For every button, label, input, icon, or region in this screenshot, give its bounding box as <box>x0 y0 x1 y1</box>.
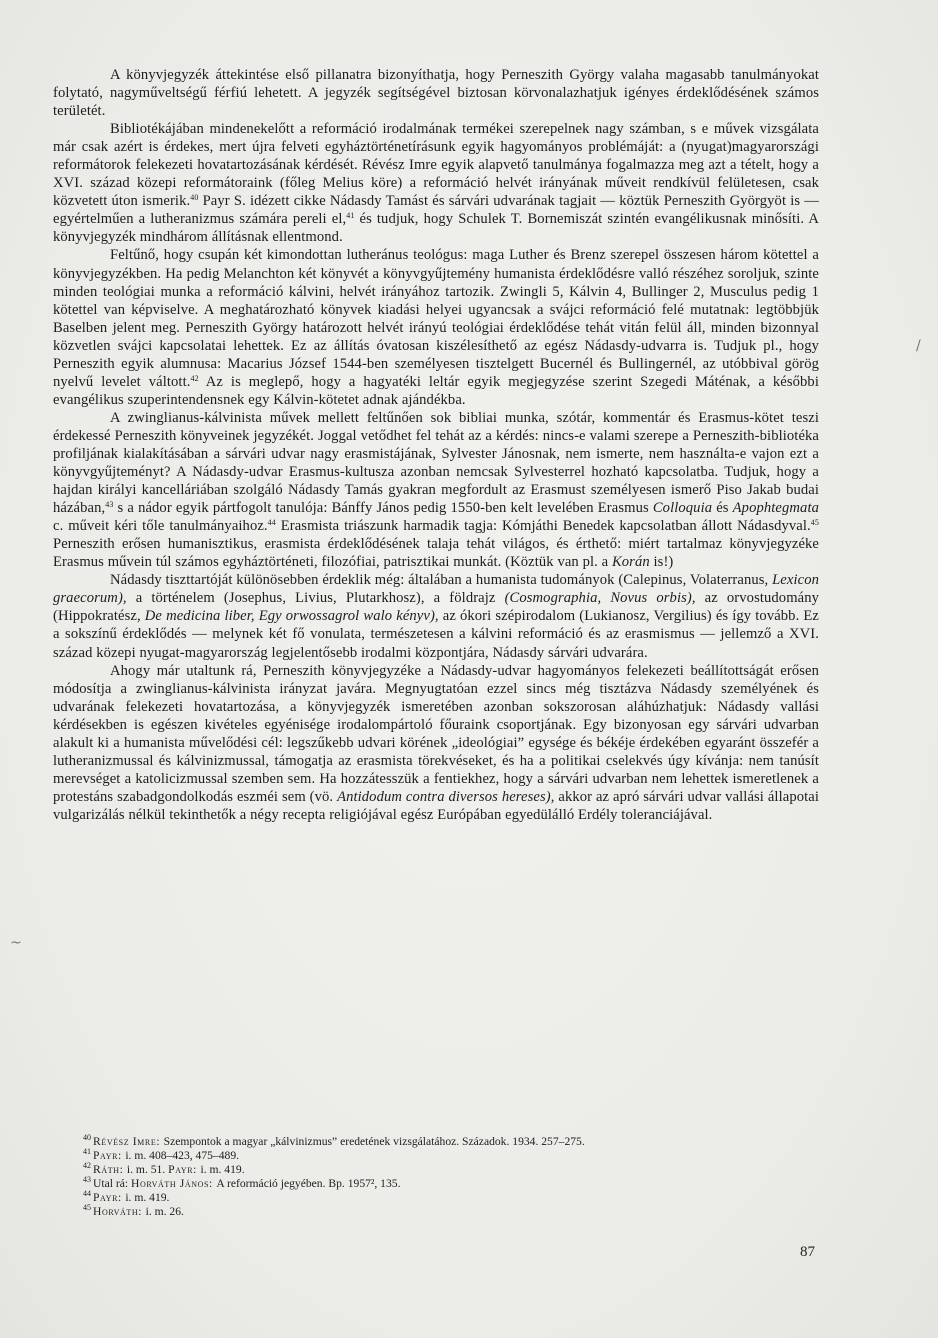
text-run: és tudjuk, hogy Schulek T. Bornemiszát szintén evangélikusnak minősíti. A könyvjegyzék mindhárom állításnak ellentmond. <box>53 211 819 246</box>
text-run: Perneszith erősen humanisztikus, erasmista érdeklődésének talaja tehát világos, és érthető: miért tartalmaz könyvjegyzéke Erasmus művein túl számos egyháztörténeti, filozófiai, patrisztikai munkát. (Köztük van pl. a <box>53 536 819 571</box>
footnote-author: Horváth: <box>93 1205 146 1219</box>
italic-title: Apophtegmata <box>732 500 819 517</box>
footnote-text: i. m. 419. <box>125 1191 170 1205</box>
text-run: Az is meglepő, hogy a hagyatéki leltár egyik megjegyzése szerint Szegedi Máténak, a későbbi evangélikus szuperintendensnek egy Kálvin-kötetet adnak ajándékba. <box>53 373 819 408</box>
italic-title: Antidodum contra diversos hereses), <box>337 788 555 805</box>
footnote-author: Révész Imre: <box>93 1135 164 1148</box>
footnote-number: 42 <box>83 1161 93 1171</box>
text-run: A zwinglianus-kálvinista művek mellett feltűnően sok bibliai munka, szótár, kommentár és Erasmus-kötet teszi érdekessé Perneszith könyveinek jegyzékét. Joggal vetődhet fel tehát az a kérdés: nincs-e valami szerepe a Perneszith-bibliotéka profiljának kialakításában a sárvári udvar nagy erasmistájának, Sylvester Jánosnak, nem ismerte, nem használta-e vajon ezt a könyvgyűjteményt? A Nádasdy-udvar Erasmus-kultusza azonban nemcsak Sylvesterrel hozható kapcsolatba. Tudjuk, hogy a hajdan királyi kancelláriában szolgáló Nádasdy Tamás gyakran megfordult az Erasmust személyesen ismerő Piso Jakab budai házában, <box>53 409 819 517</box>
page-number: 87 <box>800 1244 815 1260</box>
footnote-number: 40 <box>83 1133 93 1142</box>
text-run: A könyvjegyzék áttekintése első pillanatra bizonyíthatja, hogy Perneszith György valaha magasabb tanulmányokat folytató, nagyműveltségű férfiú lehetett. A jegyzék segítségével biztosan körvonalazhatjuk igényes érdeklődésének számos területét. <box>53 67 819 120</box>
footnote-text: Szempontok a magyar „kálvinizmus” eredetének vizsgálatához. Századok. 1934. 257–275. <box>163 1135 585 1148</box>
footnote-author: Payr: <box>168 1163 201 1177</box>
text-run: Feltűnő, hogy csupán két kimondottan lutheránus teológus: maga Luther és Brenz szerepel összesen három kötettel a könyvjegyzékben. Ha pedig Melanchton két könyvét a könyvgyűjtemény humanista érdeklődésre valló részéhez soroljuk, szinte minden teológiai munka a reformáció kálvini, helvét irányához tartozik. Zwingli 5, Kálvin 4, Bullinger 2, Musculus pedig 1 kötettel van képviselve. A meghatározható könyvek kiadási helyei ugyancsak a svájci reformáció felé mutatnak: legtöbbjük Baselben jelent meg. Perneszith György határozott helvét irányú teológiai érdeklődése tehát vitán felül áll, minden bizonnyal közvetlen svájci kapcsolatai lehettek. Ez az állítás óvatosan kiszélesíthető az egész Nádasdy-udvarra is. Tudjuk pl., hogy Perneszith egyik alumnusa: Macarius József 1544-ben személyesen tisztelgett Bucernél és Bullingernél, az utóbbival görög nyelvű levelet váltott. <box>53 247 819 390</box>
paragraph <box>53 66 819 120</box>
italic-title: Korán <box>611 554 650 571</box>
margin-mark: / <box>916 338 921 354</box>
text-run: és <box>712 500 733 517</box>
text-run: akkor az apró sárvári udvar vallási állapotai vulgarizálás nélkül tekinthetők a négy recepta religiójával egész Európában egyedülálló Erdély toleranciájával. <box>53 788 819 823</box>
footnote-author: Payr: <box>93 1191 126 1205</box>
paragraph <box>53 120 819 246</box>
text-run: s a nádor egyik pártfogolt tanulója: Bánffy János pedig 1550-ben kelt levelében Erasmus <box>113 500 653 517</box>
paragraph <box>53 571 819 661</box>
footnote <box>53 1177 819 1191</box>
footnote-text: Utal rá: <box>93 1177 131 1191</box>
footnote-ref: 44 <box>267 518 276 528</box>
italic-title: Colloquia <box>652 500 713 517</box>
text-run: az orvostudomány (Hippokratész, <box>53 590 820 625</box>
footnote-text: i. m. 26. <box>145 1205 184 1219</box>
footnote-author: Horváth János: <box>131 1177 217 1191</box>
italic-title: De medicina liber, Egy orwossagrol walo kényv), <box>144 608 439 625</box>
footnotes <box>53 1135 819 1220</box>
footnote <box>53 1205 819 1219</box>
text-run: Nádasdy tiszttartóját különösebben érdeklik még: általában a humanista tudományok (Calepinus, Volaterranus, <box>110 572 773 589</box>
footnote-ref: 45 <box>810 518 819 528</box>
footnote-number: 44 <box>83 1189 93 1199</box>
footnote <box>53 1191 819 1205</box>
text-run: Bibliotékájában mindenekelőtt a reformáció irodalmának termékei szerepelnek nagy számban, s e művek vizsgálata már csak azért is érdekes, mert újra felveti egyháztörténetírásunk egyik hagyományos problémáját: a (nyugat)magyarországi reformátorok felekezeti hovatartozásának kérdését. Révész Imre egyik alapvető tanulmánya fogalmazza meg azt a tételt, hogy a XVI. század közepi reformátoraink (főleg Melius köre) a reformáció helvét irányának műveit rendkívül felületesen, csak közvetett úton ismerik. <box>53 121 819 210</box>
text-run: c. műveit kéri tőle tanulmányaihoz. <box>53 518 268 535</box>
footnote-text: i. m. 51. <box>126 1163 169 1177</box>
margin-mark: ~ <box>10 935 22 951</box>
footnote-number: 41 <box>83 1147 93 1157</box>
footnote-ref: 41 <box>346 211 355 221</box>
text-run: is!) <box>649 554 674 571</box>
footnote-text: i. m. 419. <box>200 1163 245 1177</box>
italic-title: (Cosmographia, Novus orbis), <box>504 590 696 607</box>
paragraph <box>53 409 819 571</box>
footnote-number: 43 <box>83 1175 93 1185</box>
footnote-author: Payr: <box>93 1149 126 1163</box>
footnote <box>53 1135 819 1149</box>
footnote-author: Ráth: <box>93 1163 127 1177</box>
footnote <box>53 1163 819 1177</box>
text-run: Erasmista triászunk harmadik tagja: Kómjáthi Benedek kapcsolatban állott Nádasdyval. <box>275 518 811 535</box>
text-run: Payr S. idézett cikke Nádasdy Tamást és sárvári udvarának tagjait — köztük Perneszith Györgyöt is — egyértelműen a lutheranizmus számára pereli el, <box>53 193 819 228</box>
text-run: az ókori szépirodalom (Lukianosz, Vergilius) és így tovább. Ez a sokszínű érdeklődés — melynek két fő vonulata, természetesen a kálvini reformáció és az erasmismus — jellemző a XVI. század közepi nyugat-magyarország legjelentősebb irodalmi központjára, Nádasdy sárvári udvarára. <box>53 608 819 661</box>
footnote <box>53 1149 819 1163</box>
text-run: a történelem (Josephus, Livius, Plutarkhosz), a földrajz <box>126 590 505 607</box>
footnote-ref: 40 <box>190 193 199 203</box>
footnote-ref: 42 <box>190 373 199 383</box>
text-run: Ahogy már utaltunk rá, Perneszith könyvjegyzéke a Nádasdy-udvar hagyományos felekezeti beállítottságát erősen módosítja a zwinglianus-kálvinista irányzat javára. Megnyugtatóan ezzel sincs még tisztázva Nádasdy személyének és udvarának felekezeti hovatartozása, a könyvjegyzék ismeretében azonban sokszorosan aláhúzhatjuk: Nádasdy vallási kérdésekben is egészen kivételes egyénisége irodalompártoló főuraink csoportjának. Egy bizonyosan egy sárvári udvarban alakult ki a humanista művelődési cél: legszűkebb udvari körének „ideológiai” egysége és békéje érdekében egyaránt összefér a lutheranizmussal és kálvinizmussal, támogatja az erasmista törekvéseket, és ha a politikai cselekvés úgy kívánja: nem tanúsít merevséget a katolicizmussal szemben sem. Ha hozzátesszük a fentiekhez, hogy a sárvári udvarban nem lehettek ismeretlenek a protestáns szabadgondolkodás eszméi sem (vö. <box>53 662 819 805</box>
footnote-text: i. m. 408–423, 475–489. <box>125 1149 240 1163</box>
paragraph <box>53 662 819 824</box>
paragraph <box>53 246 819 408</box>
body-text <box>53 66 819 824</box>
footnote-text: A reformáció jegyében. Bp. 1957², 135. <box>216 1177 401 1191</box>
italic-title: Lexicon graecorum), <box>53 572 819 607</box>
footnote-number: 45 <box>83 1203 93 1213</box>
footnote-ref: 43 <box>105 500 114 510</box>
